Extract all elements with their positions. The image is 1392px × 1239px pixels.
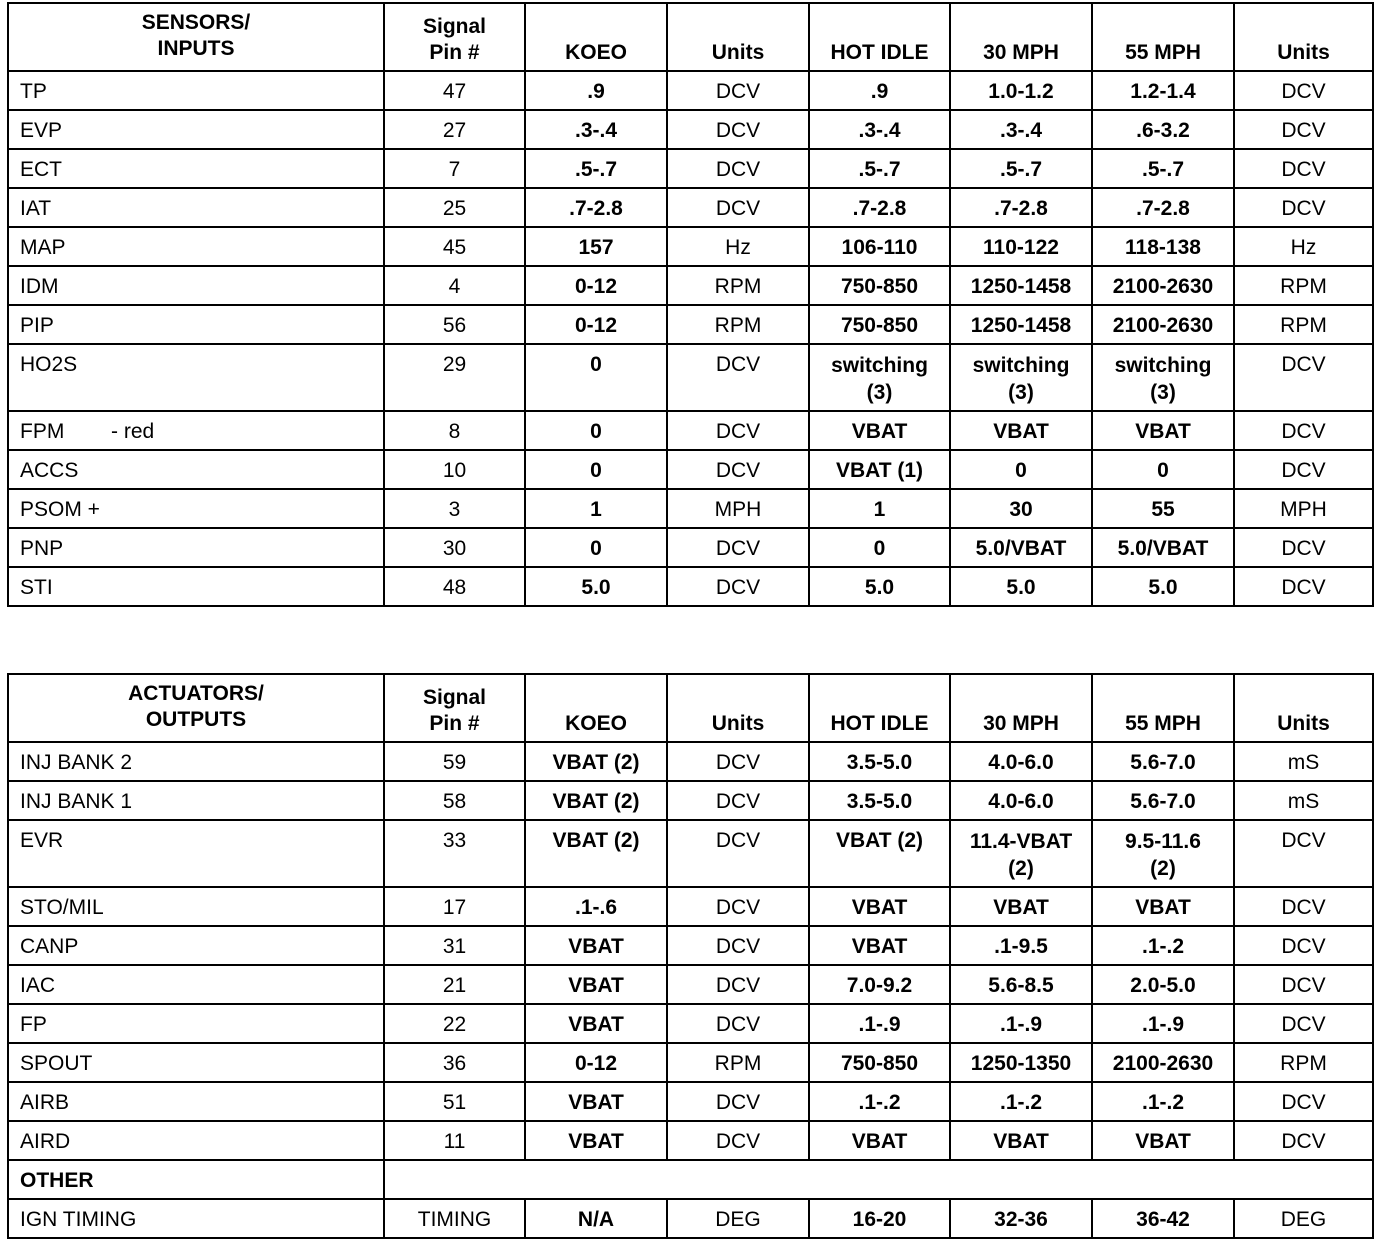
koeo-cell: 0 (525, 450, 667, 489)
units-cell: RPM (1234, 266, 1373, 305)
row-name: TP (8, 71, 384, 110)
table-row (8, 1043, 1373, 1082)
30-mph-cell: 1250-1458 (950, 305, 1092, 344)
55-mph-cell: .7-2.8 (1092, 188, 1234, 227)
row-name: ECT (8, 149, 384, 188)
koeo-cell: VBAT (2) (525, 820, 667, 887)
units-cell: DCV (1234, 149, 1373, 188)
units-cell: DCV (667, 149, 809, 188)
koeo-cell: VBAT (2) (525, 742, 667, 781)
row-name: IGN TIMING (8, 1199, 384, 1238)
55-mph-cell: 2100-2630 (1092, 305, 1234, 344)
hot-idle-cell: .5-.7 (809, 149, 950, 188)
hot-idle-cell: .3-.4 (809, 110, 950, 149)
30-mph-cell: switching (3) (950, 344, 1092, 411)
units-cell: RPM (667, 266, 809, 305)
units-cell: DCV (1234, 1004, 1373, 1043)
row-name: PNP (8, 528, 384, 567)
30-mph-cell: 32-36 (950, 1199, 1092, 1238)
row-name: CANP (8, 926, 384, 965)
table-header-row (8, 3, 1373, 71)
55-mph-cell: VBAT (1092, 1121, 1234, 1160)
hot-idle-cell: 5.0 (809, 567, 950, 606)
units-cell: Hz (1234, 227, 1373, 266)
actuators-outputs-table (7, 673, 1374, 1239)
signal-pin-cell: 30 (384, 528, 525, 567)
units-cell: DCV (1234, 926, 1373, 965)
hot-idle-cell: 16-20 (809, 1199, 950, 1238)
column-header-hot-idle: HOT IDLE (809, 674, 950, 742)
30-mph-cell: .1-.2 (950, 1082, 1092, 1121)
55-mph-cell: 5.6-7.0 (1092, 781, 1234, 820)
table-row (8, 411, 1373, 450)
signal-pin-cell: 25 (384, 188, 525, 227)
table-row (8, 887, 1373, 926)
30-mph-cell: 5.6-8.5 (950, 965, 1092, 1004)
units-cell: DCV (667, 71, 809, 110)
column-header-koeo: KOEO (525, 674, 667, 742)
hot-idle-cell: .1-.9 (809, 1004, 950, 1043)
signal-pin-cell: 45 (384, 227, 525, 266)
koeo-cell: 0-12 (525, 266, 667, 305)
table-row (8, 965, 1373, 1004)
signal-pin-cell: 31 (384, 926, 525, 965)
units-cell: DCV (667, 926, 809, 965)
signal-pin-cell: 47 (384, 71, 525, 110)
row-name: PIP (8, 305, 384, 344)
table-row (8, 227, 1373, 266)
55-mph-cell: switching (3) (1092, 344, 1234, 411)
row-name: STO/MIL (8, 887, 384, 926)
units-cell: mS (1234, 742, 1373, 781)
30-mph-cell: .1-.9 (950, 1004, 1092, 1043)
row-name: STI (8, 567, 384, 606)
row-name: IAC (8, 965, 384, 1004)
units-cell: DEG (1234, 1199, 1373, 1238)
hot-idle-cell: 750-850 (809, 305, 950, 344)
koeo-cell: VBAT (525, 926, 667, 965)
units-cell: DCV (667, 450, 809, 489)
koeo-cell: VBAT (525, 1004, 667, 1043)
other-section-spacer (384, 1160, 1373, 1199)
koeo-cell: 0 (525, 411, 667, 450)
units-cell: DCV (667, 1004, 809, 1043)
hot-idle-cell: VBAT (1) (809, 450, 950, 489)
column-header-30-mph: 30 MPH (950, 674, 1092, 742)
units-cell: RPM (1234, 305, 1373, 344)
55-mph-cell: 2100-2630 (1092, 266, 1234, 305)
row-name: AIRD (8, 1121, 384, 1160)
row-name: HO2S (8, 344, 384, 411)
units-cell: DCV (667, 1082, 809, 1121)
hot-idle-cell: .1-.2 (809, 1082, 950, 1121)
column-header-units: Units (1234, 674, 1373, 742)
signal-pin-cell: 59 (384, 742, 525, 781)
signal-pin-cell: 22 (384, 1004, 525, 1043)
30-mph-cell: 1250-1350 (950, 1043, 1092, 1082)
row-name: IDM (8, 266, 384, 305)
55-mph-cell: VBAT (1092, 887, 1234, 926)
column-header-55-mph: 55 MPH (1092, 3, 1234, 71)
table-row (8, 1004, 1373, 1043)
koeo-cell: VBAT (525, 1121, 667, 1160)
table-row (8, 528, 1373, 567)
koeo-cell: .9 (525, 71, 667, 110)
table-row (8, 71, 1373, 110)
units-cell: DCV (667, 110, 809, 149)
koeo-cell: 0 (525, 344, 667, 411)
koeo-cell: .1-.6 (525, 887, 667, 926)
signal-pin-cell: 17 (384, 887, 525, 926)
signal-pin-cell: 36 (384, 1043, 525, 1082)
row-name: IAT (8, 188, 384, 227)
units-cell: Hz (667, 227, 809, 266)
koeo-cell: .3-.4 (525, 110, 667, 149)
column-header-units: Units (667, 674, 809, 742)
55-mph-cell: .5-.7 (1092, 149, 1234, 188)
table-row (8, 926, 1373, 965)
table-row (8, 820, 1373, 887)
row-name: EVR (8, 820, 384, 887)
column-header-units: Units (667, 3, 809, 71)
table-row (8, 450, 1373, 489)
30-mph-cell: 5.0/VBAT (950, 528, 1092, 567)
30-mph-cell: 4.0-6.0 (950, 742, 1092, 781)
koeo-cell: 1 (525, 489, 667, 528)
units-cell: MPH (667, 489, 809, 528)
table-row (8, 489, 1373, 528)
hot-idle-cell: 3.5-5.0 (809, 742, 950, 781)
koeo-cell: 0-12 (525, 305, 667, 344)
30-mph-cell: VBAT (950, 1121, 1092, 1160)
signal-pin-cell: TIMING (384, 1199, 525, 1238)
55-mph-cell: 55 (1092, 489, 1234, 528)
30-mph-cell: VBAT (950, 411, 1092, 450)
units-cell: DCV (1234, 1082, 1373, 1121)
55-mph-cell: 2.0-5.0 (1092, 965, 1234, 1004)
table-row (8, 781, 1373, 820)
table-row (8, 266, 1373, 305)
koeo-cell: 0-12 (525, 1043, 667, 1082)
koeo-cell: .7-2.8 (525, 188, 667, 227)
units-cell: DCV (667, 528, 809, 567)
signal-pin-cell: 29 (384, 344, 525, 411)
row-name: PSOM + (8, 489, 384, 528)
30-mph-cell: 1250-1458 (950, 266, 1092, 305)
column-header-signal-pin: Signal Pin # (384, 3, 525, 71)
units-cell: DCV (667, 411, 809, 450)
units-cell: DCV (667, 344, 809, 411)
units-cell: mS (1234, 781, 1373, 820)
other-section-label: OTHER (8, 1160, 384, 1199)
table-row (8, 305, 1373, 344)
row-name: INJ BANK 1 (8, 781, 384, 820)
signal-pin-cell: 27 (384, 110, 525, 149)
units-cell: RPM (1234, 1043, 1373, 1082)
55-mph-cell: VBAT (1092, 411, 1234, 450)
column-header-30-mph: 30 MPH (950, 3, 1092, 71)
hot-idle-cell: .9 (809, 71, 950, 110)
55-mph-cell: 0 (1092, 450, 1234, 489)
30-mph-cell: VBAT (950, 887, 1092, 926)
units-cell: DCV (1234, 71, 1373, 110)
table-row (8, 1121, 1373, 1160)
table-row (8, 110, 1373, 149)
row-name: FP (8, 1004, 384, 1043)
table-row (8, 1082, 1373, 1121)
koeo-cell: 5.0 (525, 567, 667, 606)
row-name: MAP (8, 227, 384, 266)
column-header-actuators-outputs: ACTUATORS/ OUTPUTS (8, 674, 384, 742)
signal-pin-cell: 51 (384, 1082, 525, 1121)
row-name: AIRB (8, 1082, 384, 1121)
30-mph-cell: 110-122 (950, 227, 1092, 266)
30-mph-cell: 30 (950, 489, 1092, 528)
column-header-signal-pin: Signal Pin # (384, 674, 525, 742)
units-cell: RPM (667, 1043, 809, 1082)
units-cell: DCV (667, 188, 809, 227)
30-mph-cell: .7-2.8 (950, 188, 1092, 227)
other-section-row (8, 1160, 1373, 1199)
units-cell: DCV (667, 820, 809, 887)
signal-pin-cell: 7 (384, 149, 525, 188)
hot-idle-cell: VBAT (2) (809, 820, 950, 887)
table-row (8, 149, 1373, 188)
table-row (8, 344, 1373, 411)
30-mph-cell: .3-.4 (950, 110, 1092, 149)
30-mph-cell: 4.0-6.0 (950, 781, 1092, 820)
units-cell: DCV (667, 1121, 809, 1160)
table-row (8, 1199, 1373, 1238)
30-mph-cell: 5.0 (950, 567, 1092, 606)
units-cell: DEG (667, 1199, 809, 1238)
hot-idle-cell: switching (3) (809, 344, 950, 411)
signal-pin-cell: 8 (384, 411, 525, 450)
units-cell: DCV (1234, 965, 1373, 1004)
signal-pin-cell: 3 (384, 489, 525, 528)
row-name: EVP (8, 110, 384, 149)
hot-idle-cell: 1 (809, 489, 950, 528)
units-cell: DCV (1234, 528, 1373, 567)
koeo-cell: .5-.7 (525, 149, 667, 188)
hot-idle-cell: VBAT (809, 926, 950, 965)
units-cell: DCV (667, 567, 809, 606)
units-cell: DCV (667, 742, 809, 781)
units-cell: RPM (667, 305, 809, 344)
koeo-cell: N/A (525, 1199, 667, 1238)
hot-idle-cell: .7-2.8 (809, 188, 950, 227)
column-header-sensors-inputs: SENSORS/ INPUTS (8, 3, 384, 71)
koeo-cell: VBAT (525, 1082, 667, 1121)
signal-pin-cell: 58 (384, 781, 525, 820)
units-cell: DCV (1234, 344, 1373, 411)
units-cell: DCV (1234, 887, 1373, 926)
30-mph-cell: 1.0-1.2 (950, 71, 1092, 110)
signal-pin-cell: 48 (384, 567, 525, 606)
table-header-row (8, 674, 1373, 742)
55-mph-cell: 5.6-7.0 (1092, 742, 1234, 781)
row-name: ACCS (8, 450, 384, 489)
table-row (8, 742, 1373, 781)
55-mph-cell: 9.5-11.6 (2) (1092, 820, 1234, 887)
koeo-cell: 0 (525, 528, 667, 567)
row-name: FPM - red (8, 411, 384, 450)
55-mph-cell: 36-42 (1092, 1199, 1234, 1238)
column-header-hot-idle: HOT IDLE (809, 3, 950, 71)
sensors-inputs-table (7, 2, 1374, 607)
signal-pin-cell: 10 (384, 450, 525, 489)
units-cell: DCV (667, 965, 809, 1004)
55-mph-cell: 1.2-1.4 (1092, 71, 1234, 110)
hot-idle-cell: 750-850 (809, 266, 950, 305)
55-mph-cell: 5.0 (1092, 567, 1234, 606)
row-name: INJ BANK 2 (8, 742, 384, 781)
column-header-55-mph: 55 MPH (1092, 674, 1234, 742)
signal-pin-cell: 33 (384, 820, 525, 887)
hot-idle-cell: 106-110 (809, 227, 950, 266)
hot-idle-cell: 0 (809, 528, 950, 567)
55-mph-cell: .1-.9 (1092, 1004, 1234, 1043)
koeo-cell: VBAT (2) (525, 781, 667, 820)
55-mph-cell: .1-.2 (1092, 1082, 1234, 1121)
row-name: SPOUT (8, 1043, 384, 1082)
hot-idle-cell: 7.0-9.2 (809, 965, 950, 1004)
units-cell: DCV (1234, 820, 1373, 887)
55-mph-cell: .6-3.2 (1092, 110, 1234, 149)
hot-idle-cell: VBAT (809, 1121, 950, 1160)
30-mph-cell: .5-.7 (950, 149, 1092, 188)
30-mph-cell: 0 (950, 450, 1092, 489)
table-row (8, 567, 1373, 606)
units-cell: DCV (667, 781, 809, 820)
units-cell: DCV (1234, 411, 1373, 450)
30-mph-cell: 11.4-VBAT (2) (950, 820, 1092, 887)
units-cell: DCV (1234, 110, 1373, 149)
signal-pin-cell: 11 (384, 1121, 525, 1160)
column-header-units: Units (1234, 3, 1373, 71)
units-cell: DCV (667, 887, 809, 926)
signal-pin-cell: 56 (384, 305, 525, 344)
hot-idle-cell: VBAT (809, 887, 950, 926)
hot-idle-cell: VBAT (809, 411, 950, 450)
55-mph-cell: 5.0/VBAT (1092, 528, 1234, 567)
units-cell: DCV (1234, 450, 1373, 489)
55-mph-cell: 2100-2630 (1092, 1043, 1234, 1082)
signal-pin-cell: 4 (384, 266, 525, 305)
30-mph-cell: .1-9.5 (950, 926, 1092, 965)
units-cell: MPH (1234, 489, 1373, 528)
hot-idle-cell: 3.5-5.0 (809, 781, 950, 820)
55-mph-cell: 118-138 (1092, 227, 1234, 266)
koeo-cell: VBAT (525, 965, 667, 1004)
hot-idle-cell: 750-850 (809, 1043, 950, 1082)
units-cell: DCV (1234, 1121, 1373, 1160)
units-cell: DCV (1234, 567, 1373, 606)
55-mph-cell: .1-.2 (1092, 926, 1234, 965)
column-header-koeo: KOEO (525, 3, 667, 71)
koeo-cell: 157 (525, 227, 667, 266)
units-cell: DCV (1234, 188, 1373, 227)
signal-pin-cell: 21 (384, 965, 525, 1004)
table-row (8, 188, 1373, 227)
